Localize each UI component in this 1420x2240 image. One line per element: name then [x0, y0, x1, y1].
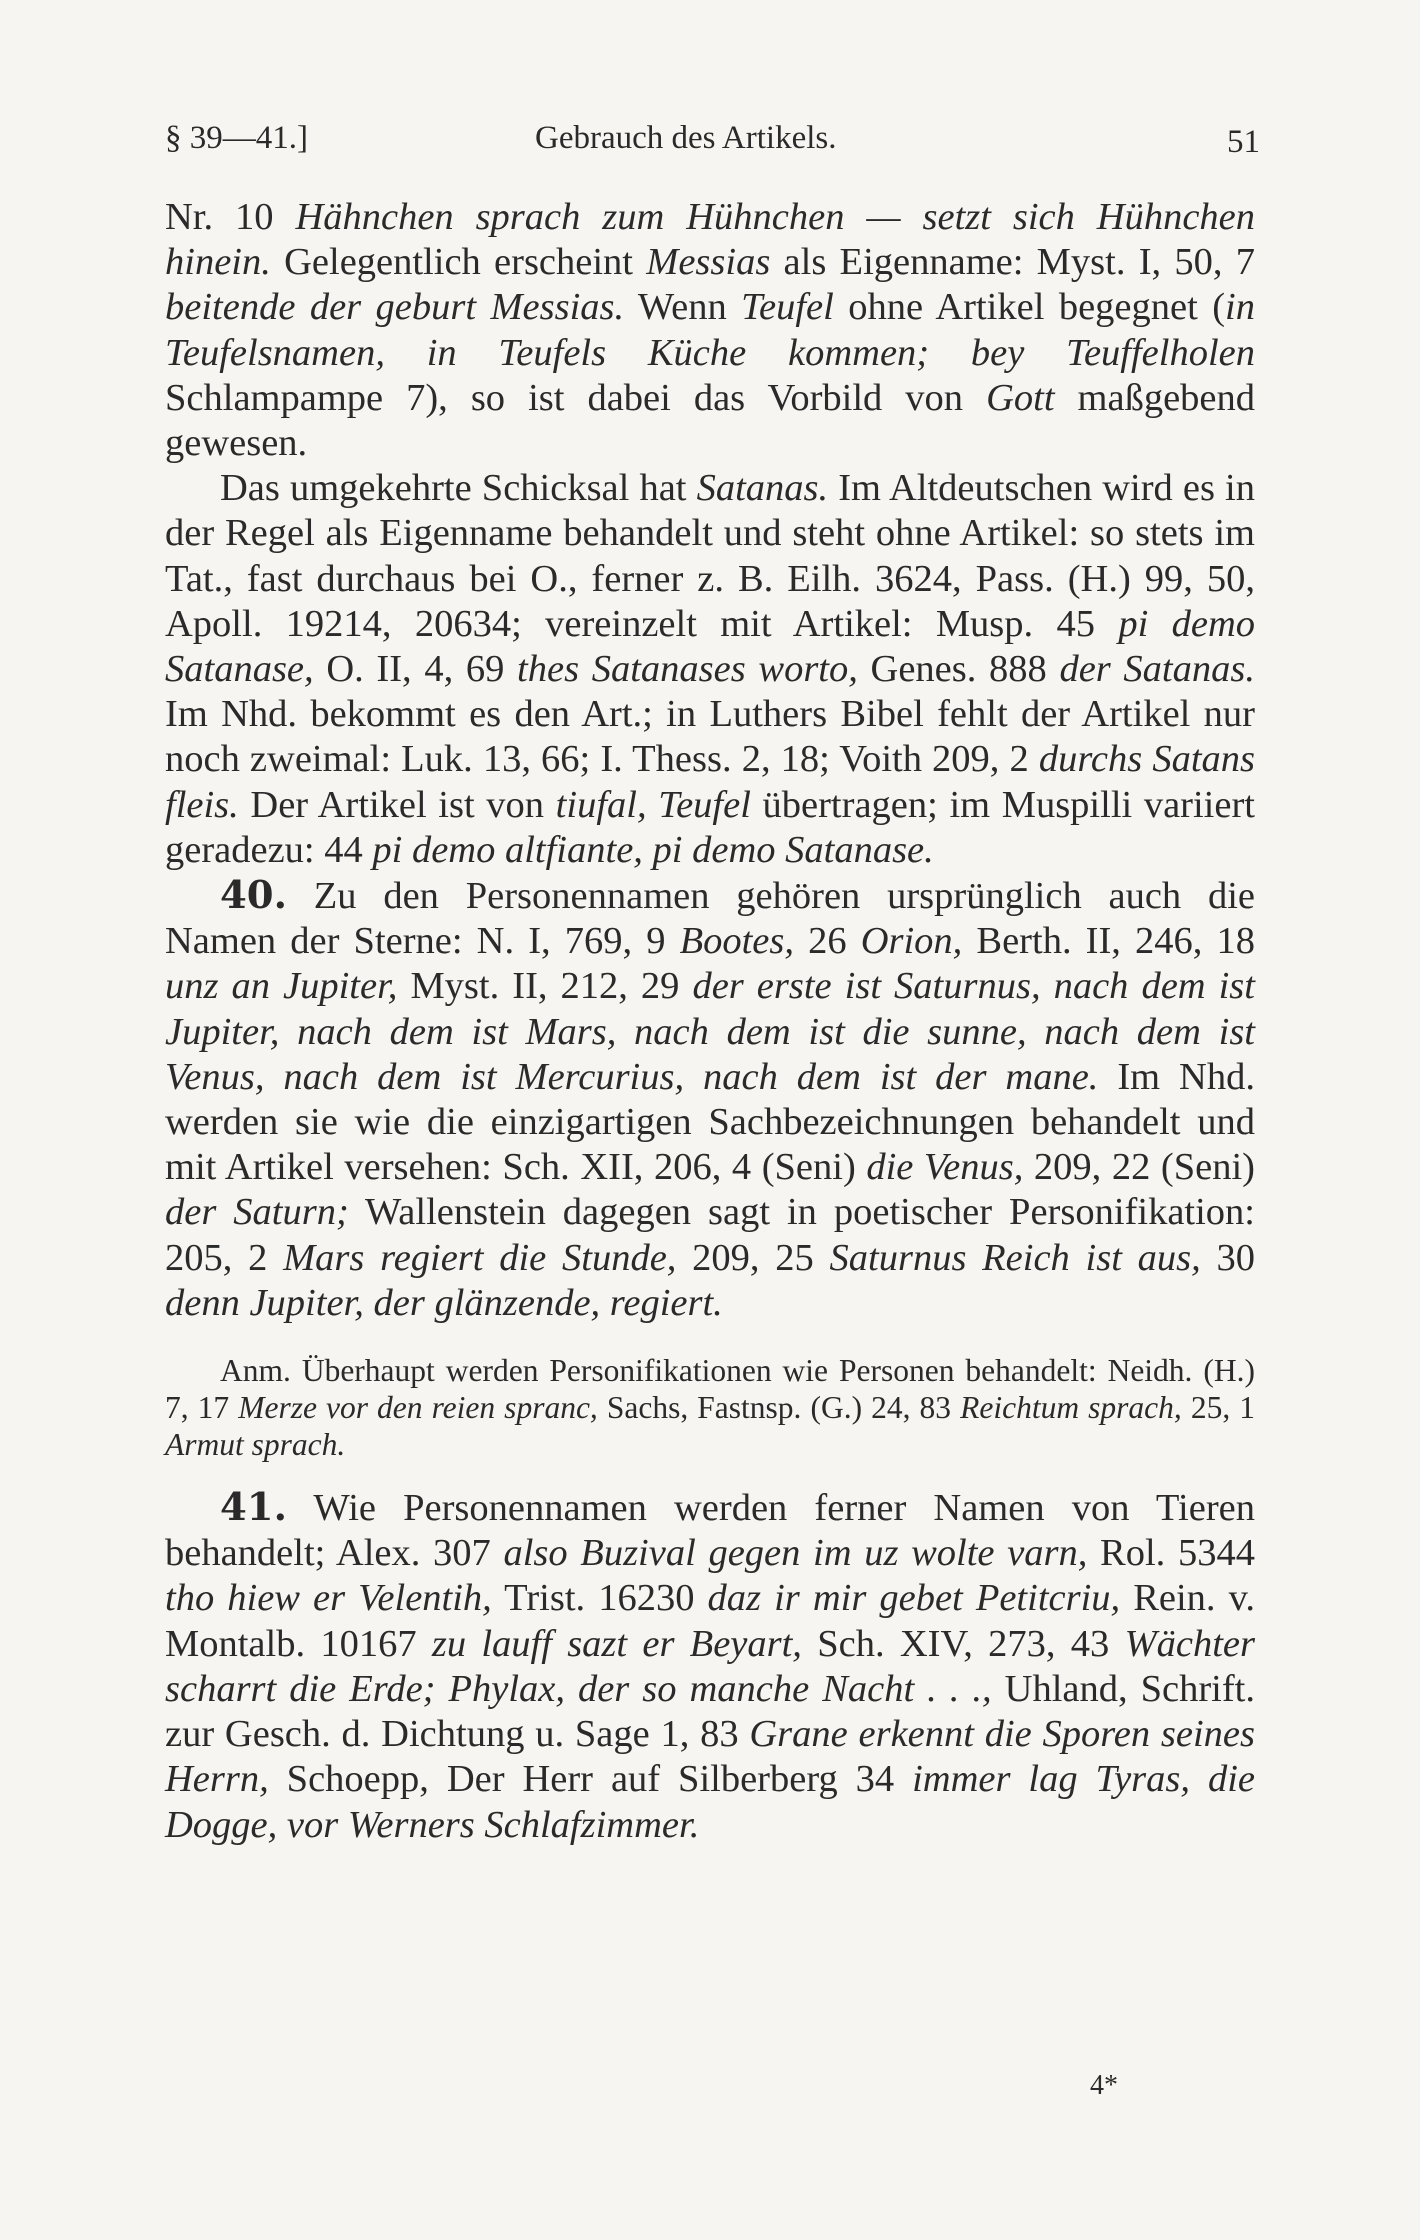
text-run: Im Altdeutschen wird es in der Regel als Eigenname behandelt und steht ohne Artikel: so stets im Tat., fast durchaus bei O., ferner z. B. Eilh. 3624, Pass. (H.) 99, 50, Apoll. 19214, 20634; vereinzelt mit Artikel: Musp. 45: [165, 467, 1255, 645]
running-header: [165, 120, 1260, 170]
citation: pi demo Satanase,: [165, 602, 1255, 691]
citation: tho hiew er Velentih,: [165, 1577, 492, 1620]
text-run: Uhland, Schrift. zur Gesch. d. Dichtung u. Sage 1, 83: [165, 1667, 1256, 1756]
text-run: Wenn: [624, 286, 742, 329]
citation: denn Jupiter, der glänzende, regiert.: [165, 1281, 723, 1324]
citation: zu lauff sazt er Beyart,: [431, 1622, 802, 1665]
text-run: Trist. 16230: [491, 1577, 708, 1620]
text-run: Schlampampe 7), so ist dabei das Vorbild von: [165, 376, 987, 419]
citation: beitende der geburt Messias.: [165, 286, 625, 329]
citation: Saturnus Reich ist aus,: [829, 1236, 1201, 1279]
running-title: Gebrauch des Artikels.: [535, 120, 837, 156]
citation: immer lag Tyras, die Dogge, vor Werners Schlafzimmer.: [165, 1758, 1255, 1846]
text-run: Das umgekehrte Schicksal hat: [220, 467, 697, 510]
text-run: Myst. II, 212, 29: [397, 965, 693, 1008]
text-run: Rol. 5344: [1087, 1532, 1255, 1575]
section-number: 40.: [220, 873, 287, 919]
citation: Hähnchen sprach zum Hühnchen — setzt sich Hühnchen hinein.: [165, 196, 1255, 284]
paragraph-2: [165, 466, 1255, 873]
text-run: Berth. II, 246, 18: [962, 920, 1256, 963]
citation: tiufal, Teufel: [555, 783, 751, 826]
paragraph-section-41: [165, 1485, 1255, 1848]
text-run: Rein. v. Montalb. 10167: [165, 1577, 1255, 1665]
text-run: Sch. XIV, 273, 43: [801, 1622, 1125, 1665]
annotation-note: [165, 1352, 1255, 1463]
citation: der Satanas.: [1059, 648, 1255, 691]
section-number: 41.: [220, 1485, 287, 1531]
citation: Merze vor den reien spranc,: [238, 1390, 598, 1426]
text-run: als Eigenname: Myst. I, 50, 7: [770, 241, 1256, 284]
text-run: 209, 25: [676, 1236, 830, 1279]
text-run: Zu den Personennamen gehören ursprünglich auch die Namen der Sterne: N. I, 769, 9: [165, 875, 1255, 963]
citation: Wächter scharrt die Erde; Phylax, der so manche Nacht . . .,: [165, 1622, 1255, 1710]
citation: Reichtum sprach,: [960, 1390, 1182, 1426]
text-run: O. II, 4, 69: [313, 648, 518, 691]
citation: der Saturn;: [165, 1191, 349, 1234]
text-run: Gelegentlich erscheint: [270, 241, 647, 284]
citation: daz ir mir gebet Petitcriu,: [707, 1577, 1121, 1620]
text-run: 25, 1: [1181, 1390, 1255, 1426]
text-run: Der Artikel ist von: [238, 783, 556, 826]
text-run: 30: [1200, 1236, 1256, 1279]
text-run: Im Nhd. werden sie wie die einzigartigen Sachbezeichnungen behandelt und mit Artikel versehen: Sch. XII, 206, 4 (Seni): [165, 1055, 1255, 1189]
paragraph-section-40: [165, 873, 1255, 1326]
text-run: Schoepp, Der Herr auf Silberberg 34: [268, 1758, 913, 1801]
citation: Mars regiert die Stunde,: [283, 1236, 677, 1279]
text-run: Genes. 888: [857, 648, 1060, 691]
text-run: Sachs, Fastnsp. (G.) 24, 83: [597, 1390, 961, 1426]
citation: thes Satanases worto,: [517, 648, 858, 691]
citation: Bootes,: [679, 920, 794, 963]
citation: in Teufelsnamen, in Teufels Küche kommen; bey Teuffelholen: [165, 286, 1255, 374]
text-run: Wie Personennamen werden ferner Namen von Tieren behandelt; Alex. 307: [165, 1487, 1255, 1575]
citation: also Buzival gegen im uz wolte varn,: [503, 1532, 1088, 1575]
section-reference: § 39—41.]: [165, 120, 308, 156]
text-run: übertragen; im Muspilli variiert geradezu: 44: [165, 783, 1255, 871]
citation: Grane erkennt die Sporen seines Herrn,: [165, 1713, 1255, 1801]
citation: durchs Satans fleis.: [165, 738, 1255, 826]
citation: Teufel: [741, 286, 834, 329]
citation: Gott: [986, 376, 1055, 419]
text-run: Im Nhd. bekommt es den Art.; in Luthers Bibel fehlt der Artikel nur noch zweimal: Luk. 13, 66; I. Thess. 2, 18; Voith 209, 2: [165, 693, 1255, 781]
citation: Armut sprach.: [165, 1427, 346, 1463]
paragraph-1: [165, 195, 1255, 466]
text-run: 26: [794, 920, 861, 963]
citation: der erste ist Saturnus, nach dem ist Jupiter, nach dem ist Mars, nach dem ist die sunne, nach dem ist Venus, nach dem ist Mercurius, nach dem ist der mane.: [165, 965, 1255, 1098]
citation: Messias: [646, 241, 771, 284]
citation: pi demo altfiante, pi demo Satanase.: [372, 828, 934, 871]
text-run: Nr. 10: [165, 196, 296, 238]
citation: die Venus,: [866, 1146, 1024, 1189]
text-run: Wallenstein dagegen sagt in poetischer Personifikation: 205, 2: [165, 1191, 1255, 1279]
page-number: 51: [1227, 124, 1260, 160]
text-run: ohne Artikel begegnet (: [833, 286, 1226, 329]
text-run: Anm. Überhaupt werden Personifikationen wie Personen behandelt: Neidh. (H.) 7, 17: [165, 1353, 1255, 1426]
citation: Orion,: [860, 920, 963, 963]
citation: unz an Jupiter,: [165, 965, 398, 1008]
signature-mark: 4*: [1090, 2070, 1118, 2101]
citation: Satanas.: [696, 467, 829, 510]
text-run: 209, 22 (Seni): [1023, 1146, 1255, 1189]
text-run: maßgebend gewesen.: [165, 376, 1255, 465]
main-text: [165, 195, 1255, 1848]
